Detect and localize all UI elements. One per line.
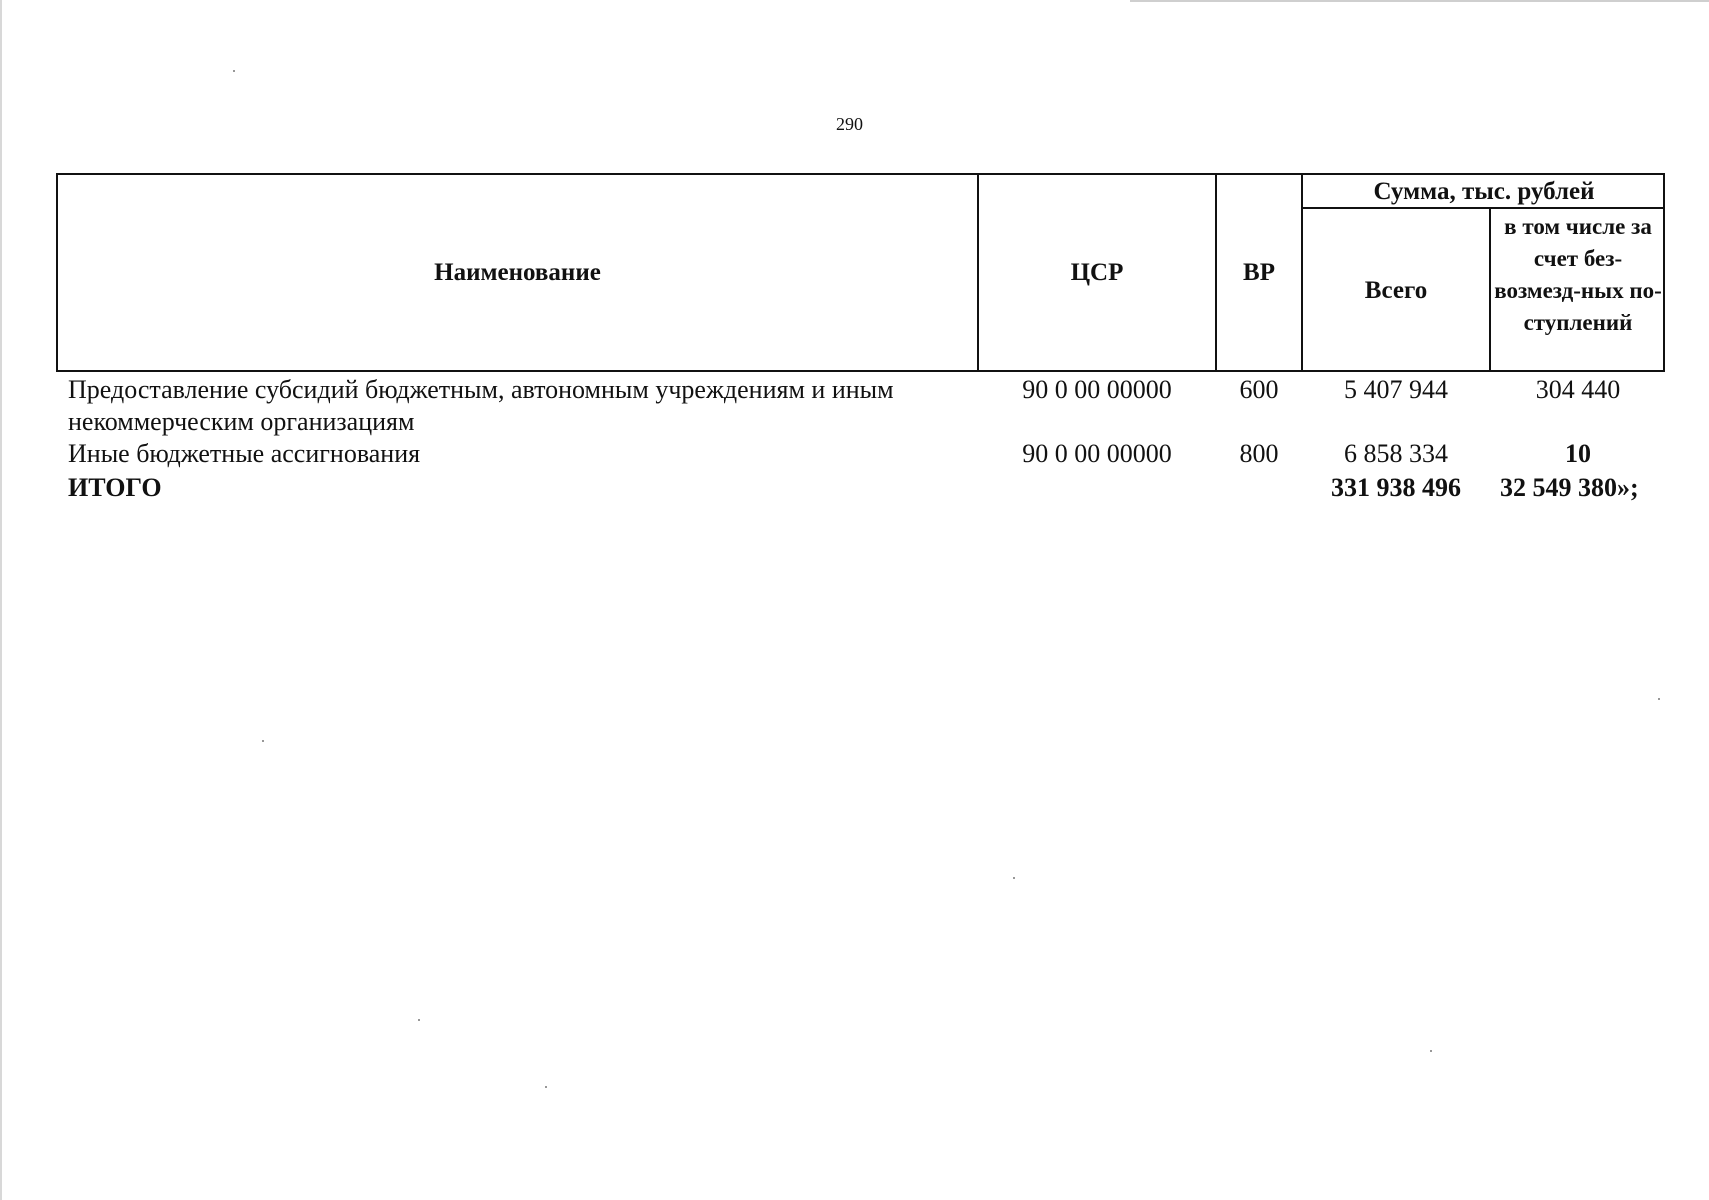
header-total: Всего — [1364, 277, 1428, 304]
header-csr: ЦСР — [1070, 259, 1124, 286]
itogo-including: 32 549 380»; — [1500, 473, 1639, 502]
scan-speck — [545, 1086, 547, 1088]
header-vr: ВР — [1243, 259, 1275, 286]
scan-speck — [1013, 877, 1015, 879]
row-1-csr: 90 0 00 00000 — [1022, 375, 1172, 404]
row-1-vr: 600 — [1239, 375, 1279, 404]
scan-speck — [418, 1019, 420, 1021]
row-1-including: 304 440 — [1535, 375, 1621, 404]
header-name: Наименование — [434, 259, 601, 286]
scan-speck — [1430, 1050, 1432, 1052]
header-divider-4 — [1489, 207, 1491, 372]
header-including: в том числе за счет без-возмезд-ных по-ступлений — [1494, 214, 1662, 335]
row-2-csr: 90 0 00 00000 — [1022, 439, 1172, 468]
row-1-total: 5 407 944 — [1344, 375, 1448, 404]
scan-left-edge — [0, 0, 2, 1200]
row-2-including: 10 — [1565, 439, 1591, 468]
row-2-vr: 800 — [1239, 439, 1279, 468]
header-sum-group: Сумма, тыс. рублей — [1373, 178, 1595, 205]
itogo-total: 331 938 496 — [1331, 473, 1461, 502]
scan-top-edge — [1130, 0, 1709, 2]
itogo-label: ИТОГО — [68, 473, 162, 502]
row-1-name: Предоставление субсидий бюджетным, автономным учреждениям и иным некоммерческим организациям — [68, 375, 894, 436]
scan-speck — [262, 740, 264, 742]
scan-speck — [233, 70, 235, 72]
row-2-name: Иные бюджетные ассигнования — [68, 439, 421, 468]
row-2-total: 6 858 334 — [1344, 439, 1448, 468]
page-number: 290 — [836, 114, 863, 134]
scan-speck — [1658, 698, 1660, 700]
